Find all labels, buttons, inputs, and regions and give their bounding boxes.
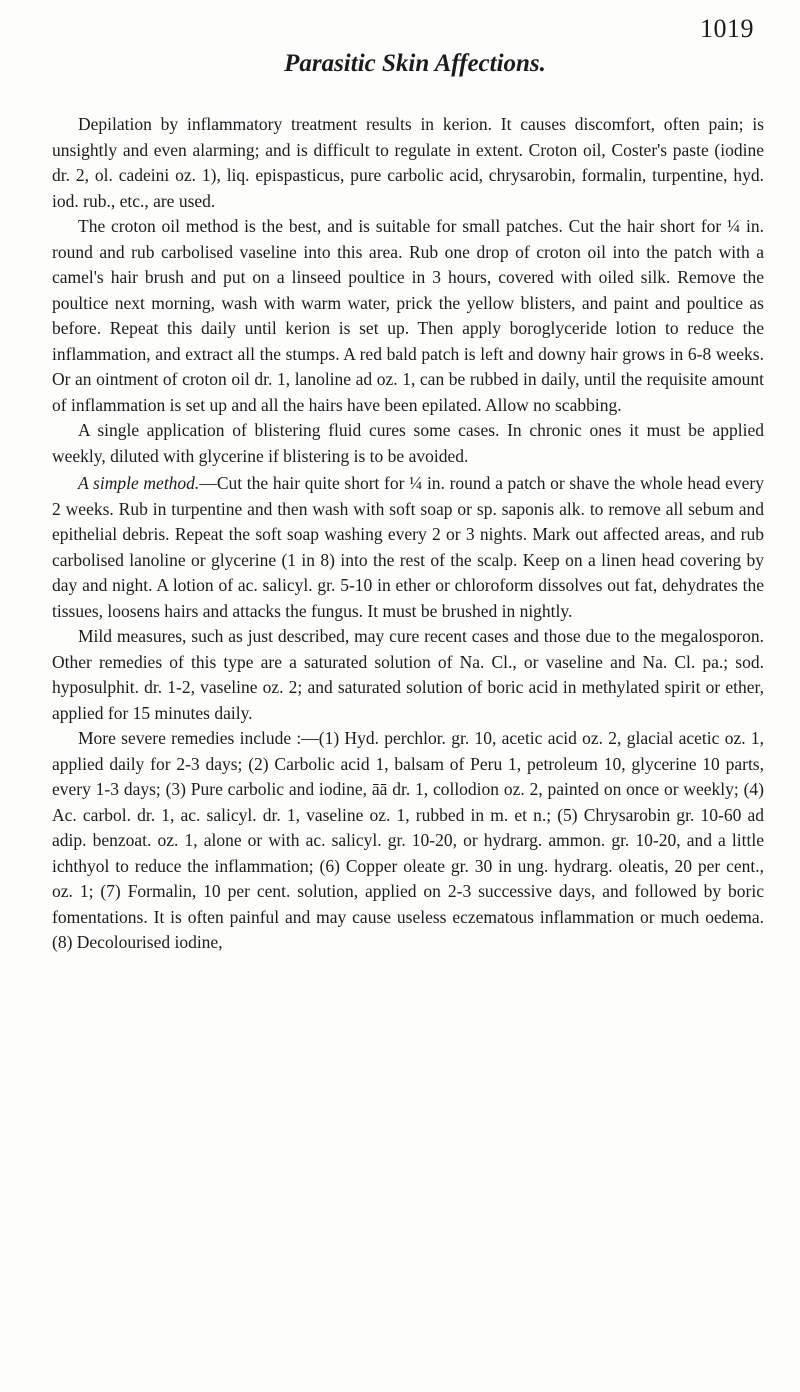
paragraph-text: —Cut the hair quite short for ¼ in. round a patch or shave the whole head every 2 weeks. Rub in turpentine and then wash with soft soap or sp. saponis alk. to remove all sebum and epithelial debris. Repeat the soft soap washing every 2 or 3 nights. Mark out affected areas, and rub carbolised lanoline or glycerine (1 in 8) into the rest of the scalp. Keep on a linen head covering by day and night. A lotion of ac. salicyl. gr. 5-10 in ether or chloroform dissolves out fat, dehydrates the tissues, loosens hairs and attacks the fungus. It must be brushed in nightly.: [52, 473, 764, 621]
running-head: Parasitic Skin Affections.: [284, 50, 546, 77]
paragraph-lead-in: A simple method.: [78, 473, 200, 493]
paragraph-text: More severe remedies include :—(1) Hyd. perchlor. gr. 10, acetic acid oz. 2, glacial acetic oz. 1, applied daily for 2-3 days; (2) Carbolic acid 1, balsam of Peru 1, petroleum 10, glycerine 10 parts, every 1-3 days; (3) Pure carbolic and iodine, āā dr. 1, collodion oz. 2, painted on once or weekly; (4) Ac. carbol. dr. 1, ac. salicyl. dr. 1, vaseline oz. 1, rubbed in m. et n.; (5) Chrysarobin gr. 10-60 ad adip. benzoat. oz. 1, alone or with ac. salicyl. gr. 10-20, or hydrarg. ammon. gr. 10-20, and a little ichthyol to reduce the inflammation; (6) Copper oleate gr. 30 in ung. hydrarg. oleatis, 20 per cent., oz. 1; (7) Formalin, 10 per cent. solution, applied on 2-3 successive days, and followed by boric fomentations. It is often painful and may cause useless eczematous inflammation or much oedema. (8) Decolourised iodine,: [52, 728, 764, 952]
paragraph-depilation: [52, 112, 764, 214]
paragraph-text: The croton oil method is the best, and is suitable for small patches. Cut the hair short for ¼ in. round and rub carbolised vaseline into this area. Rub one drop of croton oil into the patch with a camel's hair brush and put on a linseed poultice in 3 hours, covered with oiled silk. Remove the poultice next morning, wash with warm water, prick the yellow blisters, and paint and poultice as before. Repeat this daily until kerion is set up. Then apply boroglyceride lotion to reduce the inflammation, and extract all the stumps. A red bald patch is left and downy hair grows in 6-8 weeks. Or an ointment of croton oil dr. 1, lanoline ad oz. 1, can be rubbed in daily, until the requisite amount of inflammation is set up and all the hairs have been epilated. Allow no scabbing.: [52, 216, 764, 415]
paragraph-blistering-fluid: [52, 418, 764, 469]
body-text: [52, 112, 764, 956]
paragraph-text: A single application of blistering fluid cures some cases. In chronic ones it must be applied weekly, diluted with glycerine if blistering is to be avoided.: [52, 420, 764, 466]
paragraph-severe-remedies: [52, 726, 764, 956]
paragraph-simple-method: [52, 471, 764, 624]
paragraph-text: Mild measures, such as just described, may cure recent cases and those due to the megalosporon. Other remedies of this type are a saturated solution of Na. Cl., or vaseline and Na. Cl. pa.; sod. hyposulphit. dr. 1-2, vaseline oz. 2; and saturated solution of boric acid in methylated spirit or ether, applied for 15 minutes daily.: [52, 626, 764, 723]
paragraph-croton-oil-method: [52, 214, 764, 418]
paragraph-mild-measures: [52, 624, 764, 726]
paragraph-text: Depilation by inflammatory treatment results in kerion. It causes discomfort, often pain; is unsightly and even alarming; and is difficult to regulate in extent. Croton oil, Coster's paste (iodine dr. 2, ol. cadeini oz. 1), liq. epispasticus, pure carbolic acid, chrysarobin, formalin, turpentine, hyd. iod. rub., etc., are used.: [52, 114, 764, 211]
page-number: 1019: [700, 14, 754, 43]
